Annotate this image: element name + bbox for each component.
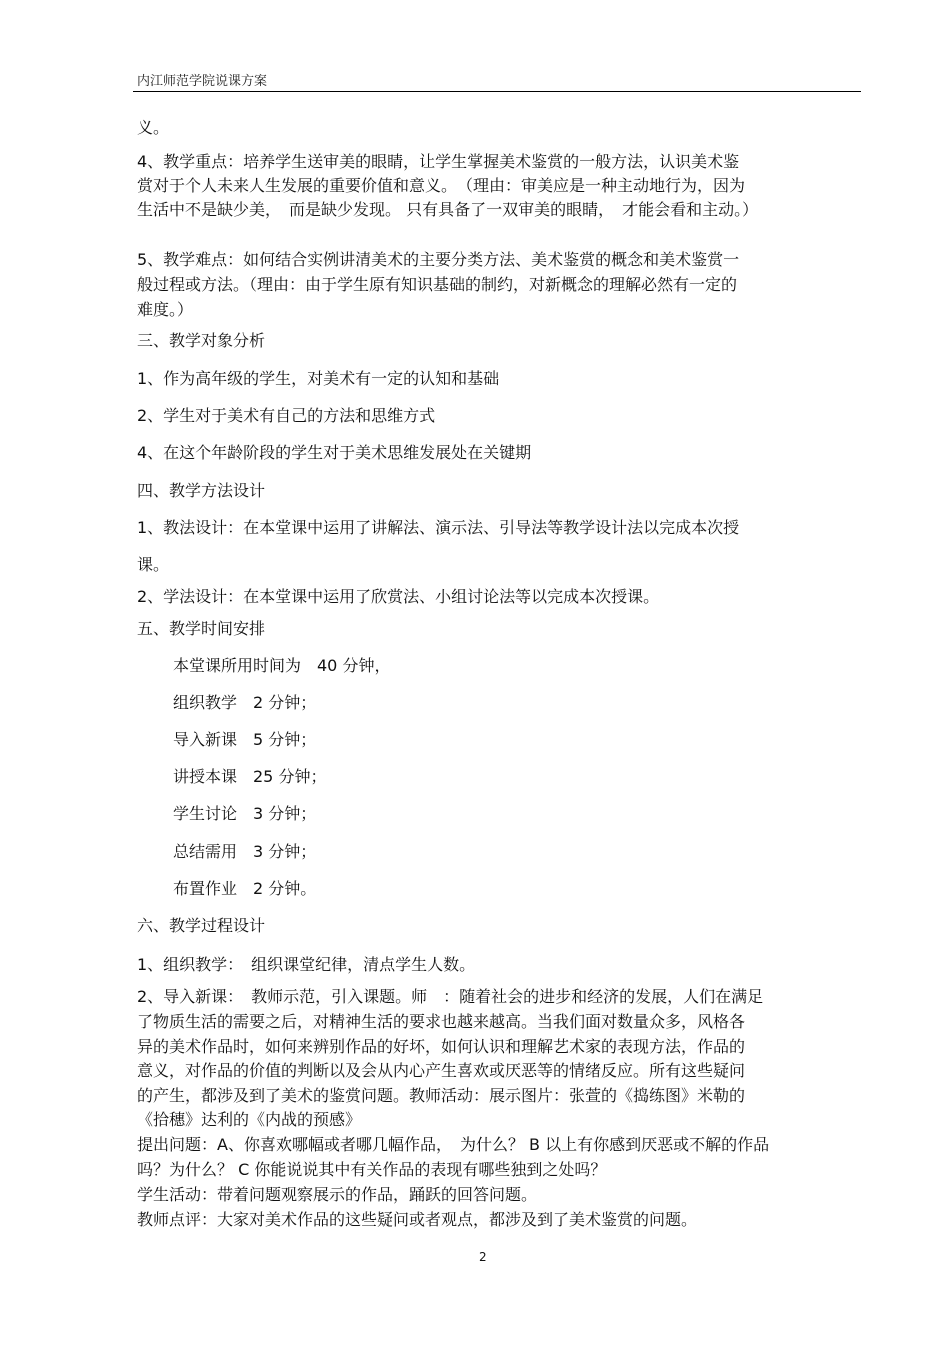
text-line: 吗？为什么？ C 你能说说其中有关作品的表现有哪些独到之处吗？ xyxy=(137,1160,607,1179)
text-line: 了物质生活的需要之后，对精神生活的要求也越来越高。当我们面对数量众多，风格各 xyxy=(137,1012,746,1031)
text-line: 异的美术作品时，如何来辨别作品的好坏，如何认识和理解艺术家的表现方法，作品的 xyxy=(137,1037,746,1056)
text-line: 1、作为高年级的学生，对美术有一定的认知和基础 xyxy=(137,369,500,388)
text-line: 4、在这个年龄阶段的学生对于美术思维发展处在关键期 xyxy=(137,443,532,462)
text-line: 生活中不是缺少美， 而是缺少发现。 只有具备了一双审美的眼睛， 才能会看和主动。） xyxy=(137,200,759,219)
schedule-line: 组织教学 2 分钟； xyxy=(173,693,317,712)
schedule-line: 总结需用 3 分钟； xyxy=(173,842,317,861)
page-number: 2 xyxy=(479,1250,487,1264)
text-line: 难度。） xyxy=(137,300,194,319)
schedule-line: 学生讨论 3 分钟； xyxy=(173,804,317,823)
schedule-line: 本堂课所用时间为 40 分钟， xyxy=(173,656,391,675)
section-heading: 六、教学过程设计 xyxy=(137,916,266,935)
text-line: 般过程或方法。（理由：由于学生原有知识基础的制约，对新概念的理解必然有一定的 xyxy=(137,275,738,294)
section-heading: 四、教学方法设计 xyxy=(137,481,266,500)
schedule-line: 讲授本课 25 分钟； xyxy=(173,767,327,786)
text-line: 的产生，都涉及到了美术的鉴赏问题。教师活动：展示图片：张萱的《捣练图》米勒的 xyxy=(137,1086,746,1105)
text-line: 课。 xyxy=(137,555,170,574)
text-line: 1、组织教学： 组织课堂纪律，清点学生人数。 xyxy=(137,955,476,974)
schedule-line: 布置作业 2 分钟。 xyxy=(173,879,317,898)
section-heading: 三、教学对象分析 xyxy=(137,331,266,350)
text-line: 5、教学难点：如何结合实例讲清美术的主要分类方法、美术鉴赏的概念和美术鉴赏一 xyxy=(137,250,740,269)
text-line: 义。 xyxy=(137,118,170,137)
header-rule xyxy=(133,91,861,92)
text-line: 学生活动：带着问题观察展示的作品，踊跃的回答问题。 xyxy=(137,1185,538,1204)
text-line: 1、教法设计：在本堂课中运用了讲解法、演示法、引导法等教学设计法以完成本次授 xyxy=(137,518,740,537)
text-line: 赏对于个人未来人生发展的重要价值和意义。 （理由：审美应是一种主动地行为，因为 xyxy=(137,176,746,195)
text-line: 2、学生对于美术有自己的方法和思维方式 xyxy=(137,406,436,425)
text-line: 2、学法设计：在本堂课中运用了欣赏法、小组讨论法等以完成本次授课。 xyxy=(137,587,660,606)
text-line: 《拾穗》达利的《内战的预感》 xyxy=(137,1110,362,1129)
text-line: 提出问题：A、你喜欢哪幅或者哪几幅作品， 为什么？ B 以上有你感到厌恶或不解的作品 xyxy=(137,1135,770,1154)
text-line: 2、导入新课： 教师示范，引入课题。师 ：随着社会的进步和经济的发展，人们在满足 xyxy=(137,987,764,1006)
running-header: 内江师范学院说课方案 xyxy=(137,74,268,89)
text-line: 4、教学重点：培养学生送审美的眼睛，让学生掌握美术鉴赏的一般方法，认识美术鉴 xyxy=(137,152,740,171)
schedule-line: 导入新课 5 分钟； xyxy=(173,730,317,749)
text-line: 意义，对作品的价值的判断以及会从内心产生喜欢或厌恶等的情绪反应。所有这些疑问 xyxy=(137,1061,746,1080)
text-line: 教师点评：大家对美术作品的这些疑问或者观点，都涉及到了美术鉴赏的问题。 xyxy=(137,1210,698,1229)
section-heading: 五、教学时间安排 xyxy=(137,619,266,638)
